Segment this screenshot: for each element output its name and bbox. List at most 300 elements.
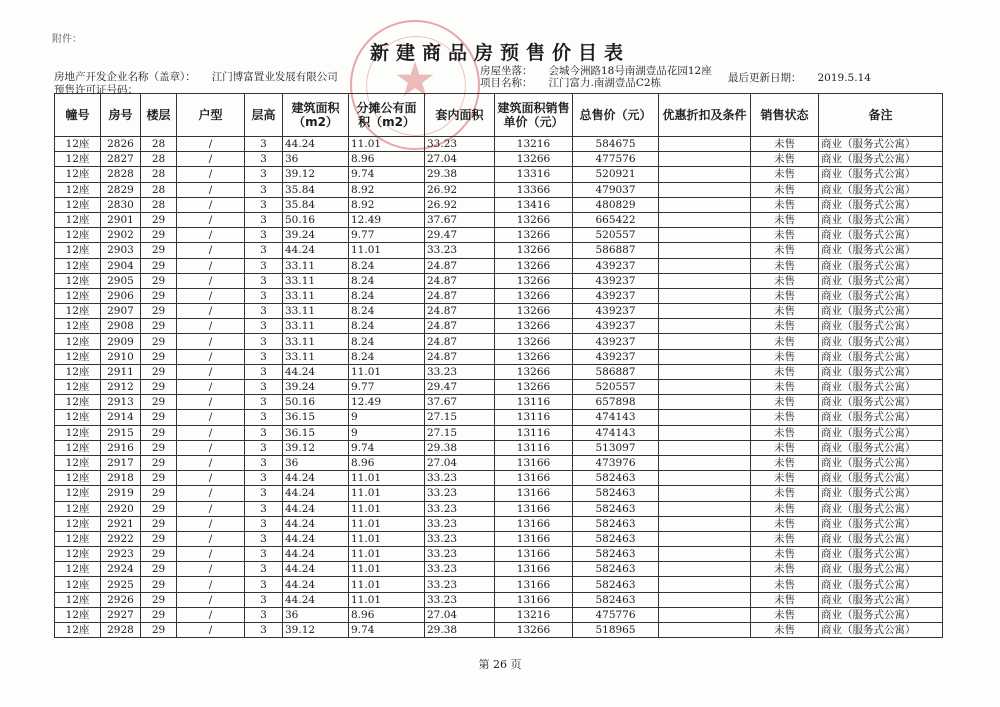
cell-room: 2828 xyxy=(101,167,141,182)
cell-shared-area: 11.01 xyxy=(349,243,425,258)
cell-room: 2926 xyxy=(101,592,141,607)
cell-room: 2922 xyxy=(101,531,141,546)
cell-building: 12座 xyxy=(55,182,101,197)
cell-sales-status: 未售 xyxy=(751,258,819,273)
cell-floor: 29 xyxy=(141,288,177,303)
cell-floor-height: 3 xyxy=(245,562,283,577)
cell-room: 2915 xyxy=(101,425,141,440)
cell-discount xyxy=(659,304,751,319)
cell-net-area: 24.87 xyxy=(425,258,495,273)
cell-gross-area: 44.24 xyxy=(283,471,349,486)
cell-net-area: 33.23 xyxy=(425,547,495,562)
cell-sales-status: 未售 xyxy=(751,364,819,379)
cell-sales-status: 未售 xyxy=(751,380,819,395)
table-row xyxy=(55,137,943,152)
cell-discount xyxy=(659,228,751,243)
cell-total-price: 520557 xyxy=(573,380,659,395)
cell-building: 12座 xyxy=(55,607,101,622)
cell-net-area: 33.23 xyxy=(425,137,495,152)
cell-total-price: 657898 xyxy=(573,395,659,410)
cell-net-area: 37.67 xyxy=(425,212,495,227)
cell-gross-area: 36 xyxy=(283,152,349,167)
cell-net-area: 27.15 xyxy=(425,410,495,425)
cell-unit-type: / xyxy=(177,197,245,212)
permit-label: 预售许可证号码： xyxy=(54,84,138,96)
cell-sales-status: 未售 xyxy=(751,607,819,622)
cell-remarks: 商业（服务式公寓） xyxy=(819,304,943,319)
table-row xyxy=(55,501,943,516)
cell-floor-height: 3 xyxy=(245,592,283,607)
cell-gross-area: 36 xyxy=(283,607,349,622)
project-line xyxy=(480,75,661,90)
developer-name: 江门博富置业发展有限公司 xyxy=(211,71,338,83)
cell-unit-type: / xyxy=(177,273,245,288)
cell-unit-type: / xyxy=(177,349,245,364)
cell-room: 2829 xyxy=(101,182,141,197)
cell-unit-price: 13266 xyxy=(495,380,573,395)
cell-room: 2913 xyxy=(101,395,141,410)
cell-floor-height: 3 xyxy=(245,167,283,182)
table-row xyxy=(55,197,943,212)
cell-net-area: 26.92 xyxy=(425,197,495,212)
cell-sales-status: 未售 xyxy=(751,288,819,303)
cell-unit-type: / xyxy=(177,531,245,546)
cell-shared-area: 11.01 xyxy=(349,501,425,516)
cell-unit-price: 13166 xyxy=(495,486,573,501)
cell-floor-height: 3 xyxy=(245,197,283,212)
cell-total-price: 439237 xyxy=(573,319,659,334)
project-label: 项目名称： xyxy=(480,77,533,89)
cell-room: 2901 xyxy=(101,212,141,227)
cell-unit-price: 13266 xyxy=(495,364,573,379)
cell-sales-status: 未售 xyxy=(751,425,819,440)
cell-net-area: 29.38 xyxy=(425,167,495,182)
cell-remarks: 商业（服务式公寓） xyxy=(819,319,943,334)
cell-discount xyxy=(659,440,751,455)
table-row xyxy=(55,455,943,470)
cell-unit-price: 13216 xyxy=(495,607,573,622)
cell-floor: 29 xyxy=(141,501,177,516)
cell-shared-area: 11.01 xyxy=(349,364,425,379)
cell-shared-area: 9.74 xyxy=(349,440,425,455)
cell-net-area: 26.92 xyxy=(425,182,495,197)
developer-label: 房地产开发企业名称（盖章）： xyxy=(54,71,196,83)
location-value: 会城今洲路18号南湖壹品花园12座 xyxy=(548,65,712,77)
cell-unit-type: / xyxy=(177,516,245,531)
cell-total-price: 582463 xyxy=(573,577,659,592)
cell-room: 2911 xyxy=(101,364,141,379)
cell-unit-price: 13166 xyxy=(495,562,573,577)
cell-unit-price: 13266 xyxy=(495,334,573,349)
cell-gross-area: 33.11 xyxy=(283,319,349,334)
cell-room: 2909 xyxy=(101,334,141,349)
cell-net-area: 29.38 xyxy=(425,623,495,638)
cell-net-area: 24.87 xyxy=(425,304,495,319)
cell-unit-type: / xyxy=(177,319,245,334)
cell-total-price: 582463 xyxy=(573,592,659,607)
cell-sales-status: 未售 xyxy=(751,531,819,546)
cell-remarks: 商业（服务式公寓） xyxy=(819,243,943,258)
cell-gross-area: 33.11 xyxy=(283,304,349,319)
cell-unit-price: 13166 xyxy=(495,577,573,592)
cell-total-price: 665422 xyxy=(573,212,659,227)
cell-net-area: 33.23 xyxy=(425,501,495,516)
cell-floor: 29 xyxy=(141,258,177,273)
cell-sales-status: 未售 xyxy=(751,152,819,167)
cell-unit-type: / xyxy=(177,364,245,379)
cell-floor: 29 xyxy=(141,410,177,425)
cell-floor: 29 xyxy=(141,471,177,486)
cell-net-area: 33.23 xyxy=(425,516,495,531)
cell-unit-type: / xyxy=(177,137,245,152)
table-row xyxy=(55,410,943,425)
cell-floor: 29 xyxy=(141,531,177,546)
table-row xyxy=(55,623,943,638)
cell-room: 2920 xyxy=(101,501,141,516)
cell-floor-height: 3 xyxy=(245,516,283,531)
cell-building: 12座 xyxy=(55,167,101,182)
cell-total-price: 518965 xyxy=(573,623,659,638)
cell-unit-price: 13166 xyxy=(495,455,573,470)
cell-unit-price: 13166 xyxy=(495,592,573,607)
cell-unit-price: 13266 xyxy=(495,228,573,243)
cell-discount xyxy=(659,334,751,349)
cell-unit-type: / xyxy=(177,471,245,486)
cell-unit-type: / xyxy=(177,501,245,516)
cell-total-price: 582463 xyxy=(573,516,659,531)
cell-remarks: 商业（服务式公寓） xyxy=(819,623,943,638)
cell-shared-area: 11.01 xyxy=(349,547,425,562)
table-row xyxy=(55,152,943,167)
cell-room: 2924 xyxy=(101,562,141,577)
cell-building: 12座 xyxy=(55,273,101,288)
cell-gross-area: 35.84 xyxy=(283,182,349,197)
table-row xyxy=(55,592,943,607)
cell-shared-area: 8.92 xyxy=(349,197,425,212)
cell-floor-height: 3 xyxy=(245,531,283,546)
cell-shared-area: 11.01 xyxy=(349,486,425,501)
cell-floor: 29 xyxy=(141,455,177,470)
cell-remarks: 商业（服务式公寓） xyxy=(819,531,943,546)
cell-building: 12座 xyxy=(55,486,101,501)
column-header-floor-height: 层高 xyxy=(245,94,283,137)
cell-gross-area: 44.24 xyxy=(283,501,349,516)
cell-discount xyxy=(659,623,751,638)
cell-shared-area: 9.74 xyxy=(349,623,425,638)
cell-gross-area: 44.24 xyxy=(283,592,349,607)
cell-remarks: 商业（服务式公寓） xyxy=(819,349,943,364)
updated-label: 最后更新日期： xyxy=(728,72,802,84)
cell-shared-area: 11.01 xyxy=(349,577,425,592)
cell-building: 12座 xyxy=(55,455,101,470)
cell-gross-area: 36.15 xyxy=(283,425,349,440)
cell-total-price: 474143 xyxy=(573,410,659,425)
cell-remarks: 商业（服务式公寓） xyxy=(819,364,943,379)
cell-room: 2912 xyxy=(101,380,141,395)
cell-total-price: 439237 xyxy=(573,304,659,319)
table-row xyxy=(55,516,943,531)
cell-shared-area: 9 xyxy=(349,410,425,425)
cell-remarks: 商业（服务式公寓） xyxy=(819,197,943,212)
cell-building: 12座 xyxy=(55,212,101,227)
cell-discount xyxy=(659,197,751,212)
cell-floor: 29 xyxy=(141,425,177,440)
cell-unit-type: / xyxy=(177,334,245,349)
cell-remarks: 商业（服务式公寓） xyxy=(819,562,943,577)
cell-building: 12座 xyxy=(55,562,101,577)
cell-total-price: 586887 xyxy=(573,364,659,379)
cell-net-area: 33.23 xyxy=(425,364,495,379)
updated-value: 2019.5.14 xyxy=(817,72,871,84)
cell-unit-type: / xyxy=(177,455,245,470)
cell-building: 12座 xyxy=(55,577,101,592)
cell-unit-type: / xyxy=(177,304,245,319)
cell-net-area: 33.23 xyxy=(425,592,495,607)
cell-unit-price: 13266 xyxy=(495,623,573,638)
cell-total-price: 479037 xyxy=(573,182,659,197)
location-label: 房屋坐落： xyxy=(480,65,533,77)
cell-gross-area: 35.84 xyxy=(283,197,349,212)
cell-building: 12座 xyxy=(55,623,101,638)
cell-sales-status: 未售 xyxy=(751,440,819,455)
table-row xyxy=(55,364,943,379)
cell-discount xyxy=(659,501,751,516)
cell-building: 12座 xyxy=(55,380,101,395)
cell-unit-price: 13216 xyxy=(495,137,573,152)
cell-building: 12座 xyxy=(55,228,101,243)
cell-discount xyxy=(659,607,751,622)
cell-floor: 29 xyxy=(141,547,177,562)
cell-total-price: 584675 xyxy=(573,137,659,152)
table-row xyxy=(55,486,943,501)
cell-unit-price: 13266 xyxy=(495,243,573,258)
cell-net-area: 33.23 xyxy=(425,531,495,546)
cell-total-price: 480829 xyxy=(573,197,659,212)
cell-floor: 29 xyxy=(141,395,177,410)
cell-shared-area: 8.24 xyxy=(349,349,425,364)
cell-floor: 29 xyxy=(141,212,177,227)
table-row xyxy=(55,212,943,227)
cell-shared-area: 9.74 xyxy=(349,167,425,182)
cell-gross-area: 50.16 xyxy=(283,395,349,410)
cell-discount xyxy=(659,182,751,197)
cell-discount xyxy=(659,592,751,607)
cell-floor: 29 xyxy=(141,243,177,258)
cell-unit-type: / xyxy=(177,212,245,227)
cell-room: 2904 xyxy=(101,258,141,273)
cell-total-price: 582463 xyxy=(573,501,659,516)
cell-remarks: 商业（服务式公寓） xyxy=(819,212,943,227)
cell-floor: 29 xyxy=(141,380,177,395)
cell-gross-area: 50.16 xyxy=(283,212,349,227)
cell-discount xyxy=(659,349,751,364)
cell-shared-area: 8.24 xyxy=(349,319,425,334)
cell-floor: 28 xyxy=(141,167,177,182)
cell-remarks: 商业（服务式公寓） xyxy=(819,592,943,607)
cell-floor-height: 3 xyxy=(245,182,283,197)
cell-floor-height: 3 xyxy=(245,486,283,501)
cell-discount xyxy=(659,577,751,592)
cell-unit-price: 13166 xyxy=(495,471,573,486)
cell-net-area: 29.38 xyxy=(425,440,495,455)
cell-gross-area: 44.24 xyxy=(283,531,349,546)
cell-shared-area: 8.96 xyxy=(349,607,425,622)
cell-remarks: 商业（服务式公寓） xyxy=(819,425,943,440)
column-header-room: 房号 xyxy=(101,94,141,137)
column-header-gross-area: 建筑面积（m2） xyxy=(283,94,349,137)
cell-sales-status: 未售 xyxy=(751,623,819,638)
cell-gross-area: 44.24 xyxy=(283,137,349,152)
cell-building: 12座 xyxy=(55,197,101,212)
cell-building: 12座 xyxy=(55,319,101,334)
cell-building: 12座 xyxy=(55,364,101,379)
cell-room: 2927 xyxy=(101,607,141,622)
cell-gross-area: 39.12 xyxy=(283,623,349,638)
cell-sales-status: 未售 xyxy=(751,547,819,562)
cell-remarks: 商业（服务式公寓） xyxy=(819,547,943,562)
cell-total-price: 520557 xyxy=(573,228,659,243)
cell-room: 2908 xyxy=(101,319,141,334)
cell-floor: 28 xyxy=(141,152,177,167)
column-header-building: 幢号 xyxy=(55,94,101,137)
cell-unit-type: / xyxy=(177,440,245,455)
cell-shared-area: 8.24 xyxy=(349,258,425,273)
cell-building: 12座 xyxy=(55,349,101,364)
cell-building: 12座 xyxy=(55,440,101,455)
cell-unit-type: / xyxy=(177,623,245,638)
cell-remarks: 商业（服务式公寓） xyxy=(819,577,943,592)
cell-building: 12座 xyxy=(55,334,101,349)
cell-net-area: 24.87 xyxy=(425,349,495,364)
cell-gross-area: 44.24 xyxy=(283,547,349,562)
cell-floor-height: 3 xyxy=(245,319,283,334)
cell-sales-status: 未售 xyxy=(751,304,819,319)
cell-sales-status: 未售 xyxy=(751,349,819,364)
cell-remarks: 商业（服务式公寓） xyxy=(819,607,943,622)
cell-gross-area: 44.24 xyxy=(283,577,349,592)
table-row xyxy=(55,304,943,319)
cell-unit-price: 13166 xyxy=(495,531,573,546)
column-header-shared-area: 分摊公有面积（m2） xyxy=(349,94,425,137)
cell-shared-area: 11.01 xyxy=(349,531,425,546)
cell-shared-area: 11.01 xyxy=(349,516,425,531)
cell-floor: 28 xyxy=(141,182,177,197)
cell-discount xyxy=(659,243,751,258)
cell-sales-status: 未售 xyxy=(751,228,819,243)
cell-total-price: 582463 xyxy=(573,531,659,546)
cell-building: 12座 xyxy=(55,425,101,440)
column-header-discount: 优惠折扣及条件 xyxy=(659,94,751,137)
cell-building: 12座 xyxy=(55,531,101,546)
cell-room: 2916 xyxy=(101,440,141,455)
cell-sales-status: 未售 xyxy=(751,592,819,607)
cell-shared-area: 11.01 xyxy=(349,471,425,486)
cell-room: 2918 xyxy=(101,471,141,486)
cell-net-area: 33.23 xyxy=(425,471,495,486)
cell-building: 12座 xyxy=(55,304,101,319)
table-row xyxy=(55,547,943,562)
cell-net-area: 27.04 xyxy=(425,152,495,167)
cell-remarks: 商业（服务式公寓） xyxy=(819,455,943,470)
cell-floor: 28 xyxy=(141,197,177,212)
cell-unit-price: 13266 xyxy=(495,319,573,334)
cell-floor-height: 3 xyxy=(245,137,283,152)
page-title: 新建商品房预售价目表 xyxy=(369,42,630,64)
cell-total-price: 439237 xyxy=(573,334,659,349)
cell-floor: 28 xyxy=(141,137,177,152)
cell-unit-type: / xyxy=(177,486,245,501)
cell-remarks: 商业（服务式公寓） xyxy=(819,516,943,531)
cell-discount xyxy=(659,547,751,562)
cell-floor-height: 3 xyxy=(245,455,283,470)
cell-floor-height: 3 xyxy=(245,258,283,273)
cell-unit-price: 13316 xyxy=(495,167,573,182)
cell-discount xyxy=(659,425,751,440)
cell-room: 2910 xyxy=(101,349,141,364)
cell-room: 2906 xyxy=(101,288,141,303)
cell-floor: 29 xyxy=(141,319,177,334)
cell-building: 12座 xyxy=(55,288,101,303)
cell-floor: 29 xyxy=(141,349,177,364)
cell-remarks: 商业（服务式公寓） xyxy=(819,152,943,167)
cell-unit-price: 13166 xyxy=(495,501,573,516)
cell-gross-area: 36 xyxy=(283,455,349,470)
cell-total-price: 582463 xyxy=(573,486,659,501)
cell-building: 12座 xyxy=(55,501,101,516)
cell-unit-type: / xyxy=(177,258,245,273)
cell-room: 2905 xyxy=(101,273,141,288)
cell-total-price: 439237 xyxy=(573,273,659,288)
cell-floor: 29 xyxy=(141,364,177,379)
cell-room: 2914 xyxy=(101,410,141,425)
cell-building: 12座 xyxy=(55,258,101,273)
cell-sales-status: 未售 xyxy=(751,182,819,197)
cell-sales-status: 未售 xyxy=(751,137,819,152)
cell-building: 12座 xyxy=(55,471,101,486)
cell-total-price: 513097 xyxy=(573,440,659,455)
cell-floor-height: 3 xyxy=(245,471,283,486)
cell-room: 2925 xyxy=(101,577,141,592)
table-row xyxy=(55,334,943,349)
cell-shared-area: 8.24 xyxy=(349,288,425,303)
cell-total-price: 586887 xyxy=(573,243,659,258)
cell-gross-area: 44.24 xyxy=(283,486,349,501)
cell-sales-status: 未售 xyxy=(751,562,819,577)
cell-net-area: 27.04 xyxy=(425,455,495,470)
cell-floor: 29 xyxy=(141,334,177,349)
column-header-remarks: 备注 xyxy=(819,94,943,137)
cell-unit-type: / xyxy=(177,243,245,258)
cell-floor: 29 xyxy=(141,592,177,607)
cell-shared-area: 11.01 xyxy=(349,137,425,152)
cell-net-area: 24.87 xyxy=(425,334,495,349)
cell-unit-type: / xyxy=(177,228,245,243)
cell-sales-status: 未售 xyxy=(751,577,819,592)
cell-sales-status: 未售 xyxy=(751,243,819,258)
cell-discount xyxy=(659,380,751,395)
cell-discount xyxy=(659,258,751,273)
cell-sales-status: 未售 xyxy=(751,486,819,501)
cell-floor-height: 3 xyxy=(245,273,283,288)
cell-discount xyxy=(659,531,751,546)
cell-building: 12座 xyxy=(55,547,101,562)
cell-remarks: 商业（服务式公寓） xyxy=(819,395,943,410)
cell-gross-area: 33.11 xyxy=(283,288,349,303)
cell-floor: 29 xyxy=(141,228,177,243)
cell-gross-area: 36.15 xyxy=(283,410,349,425)
cell-floor: 29 xyxy=(141,577,177,592)
cell-discount xyxy=(659,471,751,486)
